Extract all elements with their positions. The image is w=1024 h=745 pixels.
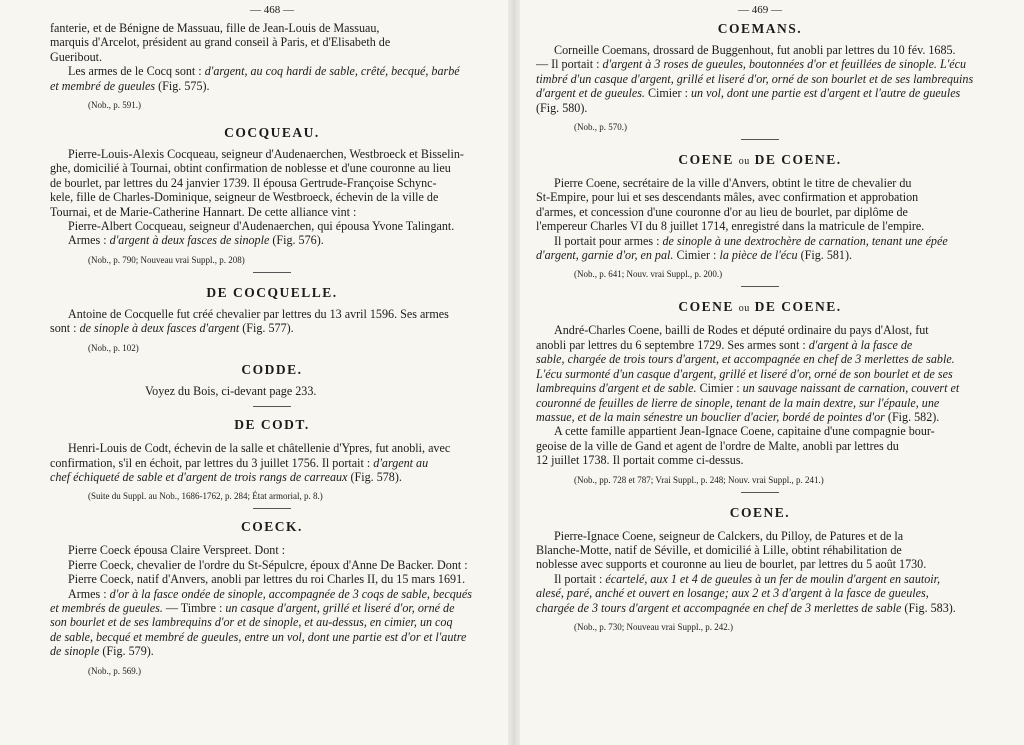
right-page xyxy=(520,0,1024,745)
arms-line: — Il portait : d'argent à 3 roses de gueules, boutonnées d'or et feuillées de sinople. L'écu xyxy=(536,57,967,72)
arms-line: L'écu surmonté d'un casque d'argent, grillé et liseré d'or, orné de son bourlet et de ses xyxy=(536,366,953,381)
text-line: Gueribout. xyxy=(50,49,103,64)
text-line: Henri-Louis de Codt, échevin de la salle et châtellenie d'Ypres, fut anobli, avec xyxy=(68,441,451,456)
text-line: Tournai, et de Marie-Catherine Hannart. De cette alliance vint : xyxy=(50,204,357,219)
source-reference: (Nob., p. 569.) xyxy=(88,665,141,676)
entry-heading: COECK. xyxy=(241,519,303,535)
text-line: Pierre-Louis-Alexis Cocqueau, seigneur d'Audenaerchen, Westbroeck et Bisselin- xyxy=(68,147,464,162)
book-gutter xyxy=(508,0,520,745)
text-line: Antoine de Cocquelle fut créé chevalier par lettres du 13 avril 1596. Ses armes xyxy=(68,306,449,321)
arms-line: Armes : d'or à la fasce ondée de sinople, accompagnée de 3 coqs de sable, becqués xyxy=(68,586,472,601)
arms-line: et membré de gueules (Fig. 575). xyxy=(50,78,210,93)
text-line: Pierre Coeck, natif d'Anvers, anobli par lettres du roi Charles II, du 15 mars 1691. xyxy=(68,572,466,587)
text-line: Pierre Coeck épousa Claire Verspreet. Dont : xyxy=(68,543,286,558)
entry-heading: COCQUEAU. xyxy=(224,125,320,141)
entry-heading: COEMANS. xyxy=(717,21,803,36)
source-reference: (Nob., p. 790; Nouveau vrai Suppl., p. 208) xyxy=(88,254,245,265)
page-number: — 468 — xyxy=(250,4,294,16)
source-reference: (Nob., p. 102) xyxy=(88,342,139,353)
arms-line: son bourlet et de ses lambrequins d'or et de sinople, et au-dessus, en cimier, un coq xyxy=(50,615,453,630)
arms-line: couronné de feuilles de lierre de sinople, tenant de la main dextre, sur l'épaule, une xyxy=(536,395,940,410)
arms-line: anobli par lettres du 6 septembre 1729. Ses armes sont : d'argent à la fasce de xyxy=(536,337,913,352)
arms-line: chargée de 3 tours d'argent et accompagnée en chef de 3 merlettes de sable (Fig. 583). xyxy=(536,600,956,615)
text-line: noblesse avec supports et couronne au lieu de bourlet, par lettres du 5 août 1730. xyxy=(536,557,927,572)
text-line: Pierre Coene, secrétaire de la ville d'Anvers, obtint le titre de chevalier du xyxy=(554,176,912,191)
text-line: ghe, domicilié à Tournai, obtint confirmation de noblesse et d'une couronne au lieu xyxy=(50,161,451,176)
arms-line: Armes : d'argent à deux fasces de sinople (Fig. 576). xyxy=(68,233,324,248)
text-line: Voyez du Bois, ci-devant page 233. xyxy=(145,383,317,398)
text-line: Pierre-Albert Cocqueau, seigneur d'Audenaerchen, qui épousa Yvone Talingant. xyxy=(68,219,455,234)
arms-line: lambrequins d'argent et de sable. Cimier : un sauvage naissant de carnation, couvert et xyxy=(536,381,960,396)
source-reference: (Nob., p. 570.) xyxy=(574,122,627,133)
entry-heading: COENE ou DE COENE. xyxy=(678,152,842,168)
arms-line: et membrés de gueules. — Timbre : un casque d'argent, grillé et liseré d'or, orné de xyxy=(50,600,455,615)
arms-line: d'argent, garnie d'or, en pal. Cimier : la pièce de l'écu (Fig. 581). xyxy=(536,248,853,263)
entry-heading: CODDE. xyxy=(241,361,303,377)
text-line: marquis d'Arcelot, président au grand conseil à Paris, et d'Elisabeth de xyxy=(50,35,391,50)
entry-heading: DE CODT. xyxy=(234,417,310,433)
arms-line: d'argent et de gueules. Cimier : un vol, dont une partie est d'argent et l'autre de gueules xyxy=(536,86,961,101)
text-line: l'empereur Charles VI du 8 juillet 1714, enregistré dans la matricule de l'empire. xyxy=(536,219,925,234)
left-page xyxy=(0,0,508,745)
text-line: Corneille Coemans, drossard de Buggenhout, fut anobli par lettres du 10 fév. 1685. xyxy=(554,43,956,57)
arms-line: de sinople (Fig. 579). xyxy=(50,644,154,659)
arms-line: Les armes de le Cocq sont : d'argent, au coq hardi de sable, crêté, becqué, barbé xyxy=(68,64,460,79)
text-line: Pierre Coeck, chevalier de l'ordre du St-Sépulcre, époux d'Anne De Backer. Dont : xyxy=(68,557,468,572)
arms-line: de sable, becqué et membré de gueules, entre un vol, dont une partie est d'or et l'autre xyxy=(50,629,467,644)
arms-line: confirmation, s'il en échoit, par lettres du 3 juillet 1756. Il portait : d'argent au xyxy=(50,455,429,470)
text-line: geoise de la ville de Gand et agent de l'ordre de Malte, anobli par lettres du xyxy=(536,438,899,453)
arms-line: massue, et de la main sénestre un bouclier d'acier, bordé de pointes d'or (Fig. 582). xyxy=(536,409,940,424)
source-reference: (Suite du Suppl. au Nob., 1686-1762, p. 284; État armorial, p. 8.) xyxy=(88,491,323,502)
text-line: kele, fille de Charles-Dominique, seigneur de Westbroeck, échevin de la ville de xyxy=(50,190,439,205)
text-line: Pierre-Ignace Coene, seigneur de Calckers, du Pilloy, de Patures et de la xyxy=(554,528,904,543)
arms-line: alesé, paré, anché et ouvert en losange; aux 2 et 3 d'argent à la fasce de gueules, xyxy=(536,586,929,601)
arms-line: chef échiqueté de sable et d'argent de trois rangs de carreaux (Fig. 578). xyxy=(50,469,402,484)
text-line: 12 juillet 1738. Il portait comme ci-dessus. xyxy=(536,453,744,468)
text-line: St-Empire, pour lui et ses descendants mâles, avec confirmation et approbation xyxy=(536,190,919,205)
text-line: d'armes, et concession d'une couronne d'or au lieu de bourlet, par diplôme de xyxy=(536,204,908,219)
source-reference: (Nob., p. 730; Nouveau vrai Suppl., p. 242.) xyxy=(574,621,733,632)
source-reference: (Nob., pp. 728 et 787; Vrai Suppl., p. 248; Nouv. vrai Suppl., p. 241.) xyxy=(574,474,824,485)
arms-line: Il portait pour armes : de sinople à une dextrochère de carnation, tenant une épée xyxy=(554,233,948,248)
text-line: Blanche-Motte, natif de Séville, et domicilié à Lille, obtint réhabilitation de xyxy=(536,542,902,557)
entry-heading: COENE. xyxy=(729,504,791,520)
source-reference: (Nob., p. 591.) xyxy=(88,100,141,111)
text-line: (Fig. 580). xyxy=(536,100,588,115)
arms-line: timbré d'un casque d'argent, grillé et liseré d'or, orné de son bourlet et de ses lambrequins xyxy=(536,71,974,86)
arms-line: sable, chargée de trois tours d'argent, et accompagnée en chef de 3 merlettes de sable. xyxy=(536,352,955,367)
entry-heading: COENE ou DE COENE. xyxy=(678,299,842,315)
text-line: A cette famille appartient Jean-Ignace Coene, capitaine d'une compagnie bour- xyxy=(554,424,935,439)
entry-heading: DE COCQUELLE. xyxy=(206,284,338,300)
source-reference: (Nob., p. 641; Nouv. vrai Suppl., p. 200.) xyxy=(574,269,723,280)
page-number: — 469 — xyxy=(738,4,782,16)
arms-line: Il portait : écartelé, aux 1 et 4 de gueules à un fer de moulin d'argent en sautoir, xyxy=(554,571,941,586)
text-line: fanterie, et de Bénigne de Massuau, fille de Jean-Louis de Massuau, xyxy=(50,21,380,35)
text-line: André-Charles Coene, bailli de Rodes et député ordinaire du pays d'Alost, fut xyxy=(554,323,929,338)
text-line: de bourlet, par lettres du 24 janvier 1739. Il épousa Gertrude-Françoise Schync- xyxy=(50,175,437,190)
arms-line: sont : de sinople à deux fasces d'argent (Fig. 577). xyxy=(50,321,294,336)
